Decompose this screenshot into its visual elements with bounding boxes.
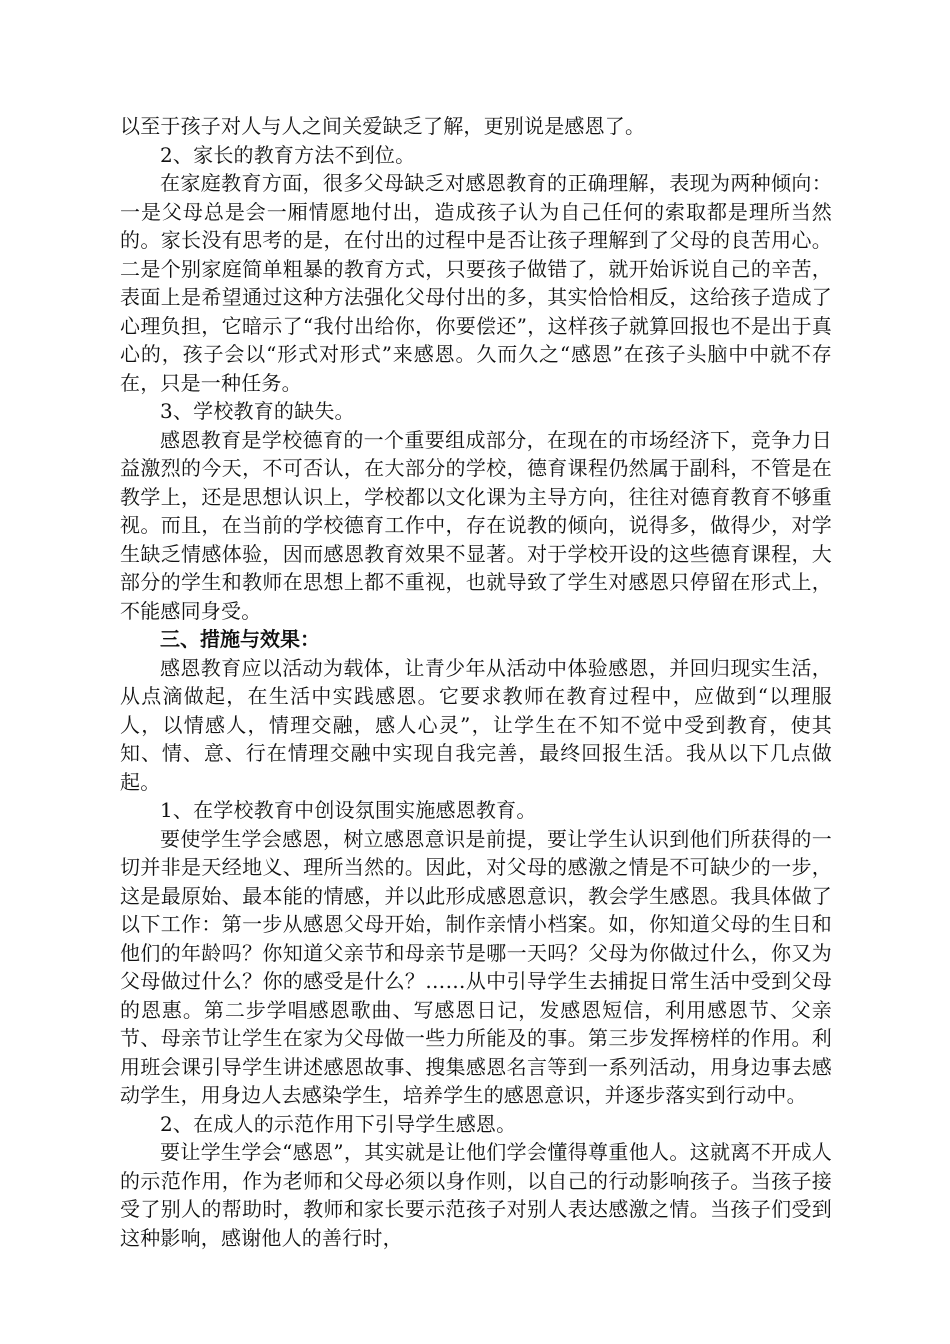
paragraph-school-education: 感恩教育是学校德育的一个重要组成部分，在现在的市场经济下，竞争力日益激烈的今天，不可否认，在大部分的学校，德育课程仍然属于副科，不管是在教学上，还是思想认识上，学校都以文化课为主导方向，往往对德育教育不够重视。而且，在当前的学校德育工作中，存在说教的倾向，说得多，做得少，对学生缺乏情感体验，因而感恩教育效果不显著。对于学校开设的这些德育课程，大部分的学生和教师在思想上都不重视，也就导致了学生对感恩只停留在形式上，不能感同身受。 (120, 427, 832, 623)
section-heading-measures: 三、措施与效果： (160, 627, 320, 651)
paragraph-intro-continuation: 以至于孩子对人与人之间关爱缺乏了解，更别说是感恩了。 (120, 114, 646, 138)
document-page (120, 112, 832, 1252)
paragraph-school-atmosphere: 要使学生学会感恩，树立感恩意识是前提，要让学生认识到他们所获得的一切并非是天经地义、理所当然的。因此，对父母的感激之情是不可缺少的一步，这是最原始、最本能的情感，并以此形成感恩意识，教会学生感恩。我具体做了以下工作：第一步从感恩父母开始，制作亲情小档案。如，你知道父母的生日和他们的年龄吗？你知道父亲节和母亲节是哪一天吗？父母为你做过什么，你又为父母做过什么？你的感受是什么？……从中引导学生去捕捉日常生活中受到父母的恩惠。第二步学唱感恩歌曲、写感恩日记，发感恩短信，利用感恩节、父亲节、母亲节让学生在家为父母做一些力所能及的事。第三步发挥榜样的作用。利用班会课引导学生讲述感恩故事、搜集感恩名言等到一系列活动，用身边事去感动学生，用身边人去感染学生，培养学生的感恩意识，并逐步落实到行动中。 (120, 826, 832, 1107)
subheading-parent-education: 2、家长的教育方法不到位。 (160, 142, 416, 167)
paragraph-adult-example: 要让学生学会“感恩”，其实就是让他们学会懂得尊重他人。这就离不开成人的示范作用，作为老师和父母必须以身作则，以自己的行动影响孩子。当孩子接受了别人的帮助时，教师和家长要示范孩子对别人表达感激之情。当孩子们受到这种影响，感谢他人的善行时， (120, 1140, 832, 1250)
paragraph-family-education: 在家庭教育方面，很多父母缺乏对感恩教育的正确理解，表现为两种倾向：一是父母总是会一厢情愿地付出，造成孩子认为自己任何的索取都是理所当然的。家长没有思考的是，在付出的过程中是否让孩子理解到了父母的良苦用心。二是个别家庭简单粗暴的教育方式，只要孩子做错了，就开始诉说自己的辛苦，表面上是希望通过这种方法强化父母付出的多，其实恰恰相反，这给孩子造成了心理负担，它暗示了“我付出给你，你要偿还”，这样孩子就算回报也不是出于真心的，孩子会以“形式对形式”来感恩。久而久之“感恩”在孩子头脑中中就不存在，只是一种任务。 (120, 171, 832, 395)
subheading-school-atmosphere: 1、在学校教育中创设氛围实施感恩教育。 (160, 798, 537, 822)
subheading-school-education: 3、学校教育的缺失。 (160, 399, 355, 423)
subheading-adult-example: 2、在成人的示范作用下引导学生感恩。 (160, 1111, 517, 1136)
paragraph-measures-intro: 感恩教育应以活动为载体，让青少年从活动中体验感恩，并回归现实生活，从点滴做起，在生活中实践感恩。它要求教师在教育过程中，应做到“以理服人，以情感人，情理交融，感人心灵”，让学生在不知不觉中受到教育，使其知、情、意、行在情理交融中实现自我完善，最终回报生活。我从以下几点做起。 (120, 655, 832, 794)
